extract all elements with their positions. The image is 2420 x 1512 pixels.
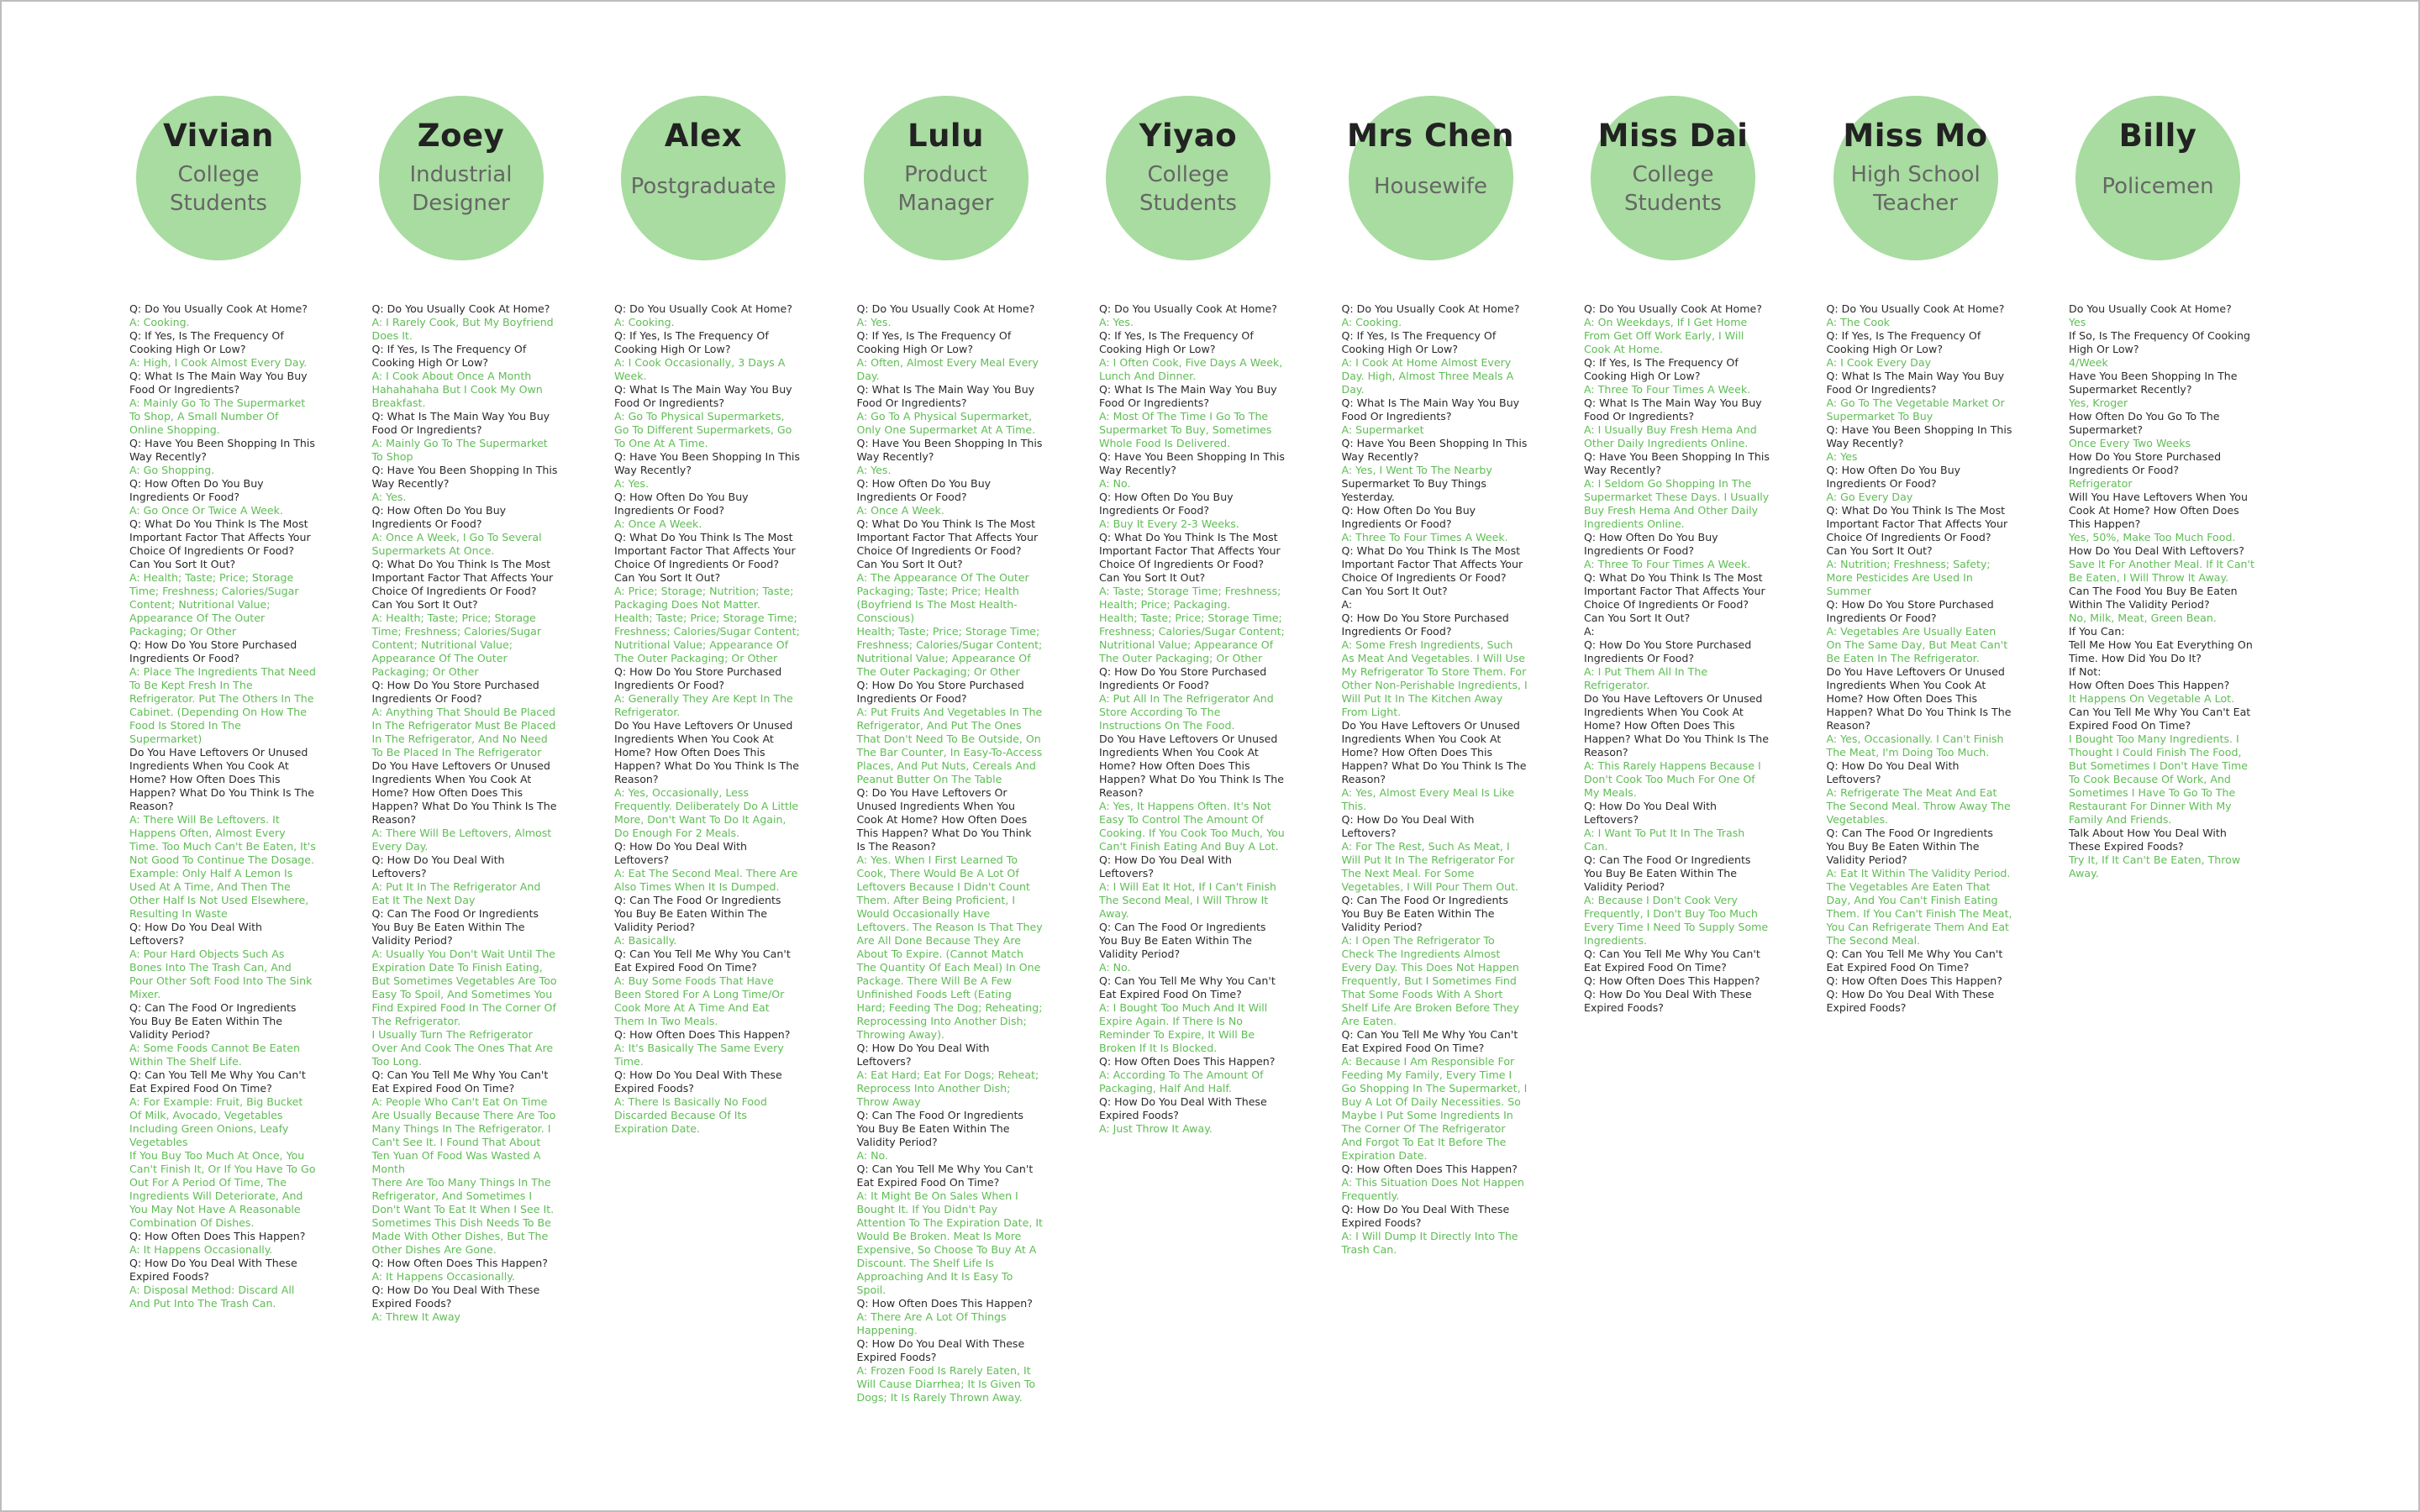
persona-name: Alex bbox=[664, 118, 743, 154]
question-text: Q: If Yes, Is The Frequency Of Cooking High Or Low? bbox=[1341, 329, 1497, 355]
interview-transcript bbox=[1827, 302, 2013, 1015]
question-text: Q: How Do You Deal With Leftovers? bbox=[371, 853, 505, 879]
answer-text: Health; Taste; Price; Storage Time; Freshness; Calories/Sugar Content; Nutritional Value; Appearance Of The Outer Packaging; Or Other bbox=[614, 612, 800, 664]
answer-text: A: Three To Four Times A Week. bbox=[1341, 531, 1508, 543]
question-text: If So, Is The Frequency Of Cooking High Or Low? bbox=[2069, 329, 2250, 355]
answer-text: A: I Cook Every Day bbox=[1826, 356, 1932, 369]
question-text: Q: How Do You Store Purchased Ingredients Or Food? bbox=[129, 638, 297, 664]
answer-text: A: Nutrition; Freshness; Safety; More Pesticides Are Used In Summer bbox=[1826, 558, 1991, 597]
persona-avatar bbox=[864, 96, 1028, 260]
question-text: Q: What Do You Think Is The Most Important Factor That Affects Your Choice Of Ingredients Or Food? Can You Sort It Out? bbox=[1099, 531, 1281, 584]
answer-text: A: Some Foods Cannot Be Eaten Within The Shelf Life. bbox=[129, 1042, 300, 1068]
question-text: How Do You Store Purchased Ingredients Or Food? bbox=[2069, 450, 2222, 476]
question-text: Q: If Yes, Is The Frequency Of Cooking High Or Low? bbox=[1584, 356, 1739, 382]
question-text: Can You Tell Me Why You Can't Eat Expired Food On Time? bbox=[2069, 706, 2251, 732]
question-text: Q: Have You Been Shopping In This Way Recently? bbox=[1341, 437, 1528, 463]
interview-transcript bbox=[1099, 302, 1286, 1136]
persona-name: Miss Dai bbox=[1597, 118, 1749, 154]
question-text: Q: How Do You Deal With These Expired Foods? bbox=[614, 1068, 782, 1095]
question-text: Q: What Do You Think Is The Most Important Factor That Affects Your Choice Of Ingredients Or Food? Can You Sort It Out? bbox=[371, 558, 554, 611]
question-text: Q: How Often Do You Buy Ingredients Or Food? bbox=[1584, 531, 1718, 557]
answer-text: A: Just Throw It Away. bbox=[1099, 1122, 1213, 1135]
answer-text: Try It, If It Can't Be Eaten, Throw Away. bbox=[2069, 853, 2241, 879]
question-text: Q: Do You Usually Cook At Home? bbox=[1099, 302, 1277, 315]
answer-text: A: Supermarket bbox=[1341, 423, 1424, 436]
persona-avatar bbox=[1349, 96, 1513, 260]
answer-text: A: Yes. bbox=[856, 464, 892, 476]
question-text: If You Can: bbox=[2069, 625, 2125, 638]
question-text: Q: If Yes, Is The Frequency Of Cooking High Or Low? bbox=[1826, 329, 1981, 355]
question-text: Do You Have Leftovers Or Unused Ingredients When You Cook At Home? How Often Does This Happen? What Do You Think Is The Reason? bbox=[614, 719, 799, 785]
persona-role: Product Manager bbox=[897, 162, 994, 216]
answer-text: Once Every Two Weeks bbox=[2069, 437, 2191, 449]
question-text: Talk About How You Deal With These Expired Foods? bbox=[2069, 827, 2227, 853]
persona-role: High School Teacher bbox=[1850, 162, 1981, 216]
question-text: Q: Have You Been Shopping In This Way Recently? bbox=[856, 437, 1043, 463]
question-text: A: bbox=[1341, 598, 1353, 611]
question-text: Q: Can You Tell Me Why You Can't Eat Expired Food On Time? bbox=[614, 948, 791, 974]
answer-text: A: Yes, It Happens Often. It's Not Easy To Control The Amount Of Cooking. If You Cook Too Much, You Can't Finish Eating And Buy A Lot. bbox=[1099, 800, 1285, 853]
answer-text: A: According To The Amount Of Packaging, Half And Half. bbox=[1099, 1068, 1264, 1095]
question-text: Q: Do You Usually Cook At Home? bbox=[1826, 302, 2005, 315]
answer-text: A: Yes. bbox=[856, 316, 892, 328]
question-text: Have You Been Shopping In The Supermarket Recently? bbox=[2069, 370, 2238, 396]
answer-text: A: It Happens Occasionally. bbox=[371, 1270, 515, 1283]
question-text: Q: Can The Food Or Ingredients You Buy Be Eaten Within The Validity Period? bbox=[371, 907, 539, 947]
question-text: Q: Can You Tell Me Why You Can't Eat Expired Food On Time? bbox=[1584, 948, 1760, 974]
answer-text: A: High, I Cook Almost Every Day. bbox=[129, 356, 308, 369]
answer-text: A: Go To Physical Supermarkets, Go To Different Supermarkets, Go To One At A Time. bbox=[614, 410, 792, 449]
persona-role: Housewife bbox=[1373, 174, 1488, 199]
persona-name: Mrs Chen bbox=[1347, 118, 1514, 154]
question-text: Q: Can The Food Or Ingredients You Buy Be Eaten Within The Validity Period? bbox=[856, 1109, 1023, 1148]
question-text: Q: How Often Do You Buy Ingredients Or Food? bbox=[129, 477, 264, 503]
answer-text: A: For The Rest, Such As Meat, I Will Put It In The Refrigerator For The Next Meal. For Some Vegetables, I Will Pour Them Out. bbox=[1341, 840, 1519, 893]
question-text: Q: If Yes, Is The Frequency Of Cooking High Or Low? bbox=[1099, 329, 1254, 355]
question-text: Q: Do You Usually Cook At Home? bbox=[856, 302, 1035, 315]
question-text: Q: How Do You Deal With Leftovers? bbox=[1826, 759, 1960, 785]
question-text: Q: What Is The Main Way You Buy Food Or Ingredients? bbox=[1099, 383, 1277, 409]
question-text: Q: Have You Been Shopping In This Way Recently? bbox=[371, 464, 558, 490]
question-text: Q: How Do You Deal With These Expired Foods? bbox=[129, 1257, 297, 1283]
question-text: Supermarket To Buy Things Yesterday. bbox=[1341, 477, 1486, 503]
answer-text: A: Cooking. bbox=[129, 316, 190, 328]
question-text: Q: How Do You Deal With Leftovers? bbox=[856, 1042, 990, 1068]
persona-avatar bbox=[1591, 96, 1755, 260]
question-text: Q: Can You Tell Me Why You Can't Eat Expired Food On Time? bbox=[1099, 974, 1276, 1000]
question-text: Q: How Do You Deal With These Expired Foods? bbox=[856, 1337, 1025, 1363]
question-text: Q: Do You Usually Cook At Home? bbox=[614, 302, 792, 315]
question-text: Q: Can You Tell Me Why You Can't Eat Expired Food On Time? bbox=[1341, 1028, 1518, 1054]
question-text: Q: How Often Does This Happen? bbox=[1099, 1055, 1276, 1068]
question-text: Q: How Do You Deal With Leftovers? bbox=[1584, 800, 1718, 826]
question-text: Q: Can The Food Or Ingredients You Buy Be Eaten Within The Validity Period? bbox=[1099, 921, 1266, 960]
answer-text: A: Put All In The Refrigerator And Store According To The Instructions On The Food. bbox=[1099, 692, 1274, 732]
interview-transcript bbox=[614, 302, 801, 1136]
question-text: Q: Do You Usually Cook At Home? bbox=[1341, 302, 1520, 315]
answer-text: A: Yes. bbox=[614, 477, 649, 490]
answer-text: A: Basically. bbox=[614, 934, 677, 947]
answer-text: A: Buy Some Foods That Have Been Stored For A Long Time/Or Cook More At A Time And Eat Them In Two Meals. bbox=[614, 974, 785, 1027]
persona-role: Postgraduate bbox=[630, 174, 776, 199]
persona-role: Industrial Designer bbox=[409, 162, 513, 216]
persona-avatar bbox=[1833, 96, 1998, 260]
question-text: How Often Do You Go To The Supermarket? bbox=[2069, 410, 2220, 436]
question-text: Q: How Often Do You Buy Ingredients Or Food? bbox=[371, 504, 507, 530]
persona-role: College Students bbox=[170, 162, 267, 216]
answer-text: A: This Rarely Happens Because I Don't Cook Too Much For One Of My Meals. bbox=[1584, 759, 1761, 799]
persona-name: Vivian bbox=[163, 118, 274, 154]
interview-transcript bbox=[1342, 302, 1528, 1257]
answer-text: A: Eat The Second Meal. There Are Also Times When It Is Dumped. bbox=[614, 867, 798, 893]
answer-text: Health; Taste; Price; Storage Time; Freshness; Calories/Sugar Content; Nutritional Value; Appearance Of The Outer Packaging; Or Other bbox=[856, 625, 1043, 678]
question-text: A: bbox=[1584, 625, 1595, 638]
question-text: Q: Can The Food Or Ingredients You Buy Be Eaten Within The Validity Period? bbox=[614, 894, 781, 933]
question-text: Q: Have You Been Shopping In This Way Recently? bbox=[1826, 423, 2012, 449]
answer-text: A: I Often Cook, Five Days A Week, Lunch And Dinner. bbox=[1099, 356, 1283, 382]
persona-name: Miss Mo bbox=[1843, 118, 1988, 154]
question-text: Q: How Do You Store Purchased Ingredients Or Food? bbox=[614, 665, 782, 691]
question-text: Q: How Do You Store Purchased Ingredients Or Food? bbox=[1826, 598, 1994, 624]
answer-text: 4/Week bbox=[2069, 356, 2108, 369]
question-text: Q: Do You Usually Cook At Home? bbox=[1584, 302, 1762, 315]
persona-role: College Students bbox=[1624, 162, 1722, 216]
question-text: Q: What Do You Think Is The Most Important Factor That Affects Your Choice Of Ingredients Or Food? Can You Sort It Out? bbox=[1584, 571, 1765, 624]
question-text: Q: How Do You Deal With These Expired Foods? bbox=[1099, 1095, 1267, 1121]
answer-text: A: There Are A Lot Of Things Happening. bbox=[856, 1310, 1007, 1336]
question-text: Q: How Often Does This Happen? bbox=[1341, 1163, 1518, 1175]
answer-text: A: Yes. When I First Learned To Cook, There Would Be A Lot Of Leftovers Because I Didn't Count Them. After Being Proficient, I Would Occasionally Have Leftovers. The Reason Is That They Are All Done Because They Are About To Expire. (Cannot Match The Quantity Of Each Meal) In One Package. There Will Be A Few Unfinished Foods Left (Eating Hard; Feeding The Dog; Reheating; Reprocessing Into Another Dish; Throwing Away). bbox=[856, 853, 1043, 1041]
answer-text: A: I Cook At Home Almost Every Day. High, Almost Three Meals A Day. bbox=[1341, 356, 1514, 396]
question-text: Do You Have Leftovers Or Unused Ingredients When You Cook At Home? How Often Does This Happen? What Do You Think Is The Reason? bbox=[1341, 719, 1527, 785]
answer-text: A: Put Fruits And Vegetables In The Refrigerator, And Put The Ones That Don't Need To Be Outside, On The Bar Counter, In Easy-To-Access Places, And Put Nuts, Cereals And Peanut Butter On The Table bbox=[856, 706, 1043, 785]
answer-text: A: Once A Week, I Go To Several Supermarkets At Once. bbox=[371, 531, 542, 557]
answer-text: A: Three To Four Times A Week. bbox=[1584, 558, 1751, 570]
question-text: Q: How Do You Store Purchased Ingredients Or Food? bbox=[856, 679, 1024, 705]
persona-name: Zoey bbox=[417, 118, 505, 154]
answer-text: A: Some Fresh Ingredients, Such As Meat And Vegetables. I Will Use My Refrigerator To Store Them. For Other Non-Perishable Ingredients, I Will Put It In The Kitchen Away From Light. bbox=[1341, 638, 1528, 718]
question-text: Q: How Do You Deal With These Expired Foods? bbox=[371, 1284, 540, 1310]
question-text: Q: What Do You Think Is The Most Important Factor That Affects Your Choice Of Ingredients Or Food? Can You Sort It Out? bbox=[614, 531, 796, 584]
question-text: Q: Can You Tell Me Why You Can't Eat Expired Food On Time? bbox=[1826, 948, 2003, 974]
answer-text: A: Eat It Within The Validity Period. The Vegetables Are Eaten That Day, And You Can't Finish Eating Them. If You Can't Finish The Meat, You Can Refrigerate Them And Eat The Second Meal. bbox=[1826, 867, 2012, 947]
question-text: Q: Have You Been Shopping In This Way Recently? bbox=[614, 450, 800, 476]
question-text: Q: How Do You Deal With These Expired Foods? bbox=[1826, 988, 1995, 1014]
question-text: Q: Can The Food Or Ingredients You Buy Be Eaten Within The Validity Period? bbox=[1341, 894, 1508, 933]
answer-text: A: Yes, Occasionally. I Can't Finish The Meat, I'm Doing Too Much. bbox=[1826, 732, 2004, 759]
answer-text: Health; Taste; Price; Storage Time; Freshness; Calories/Sugar Content; Nutritional Value; Appearance Of The Outer Packaging; Or Other bbox=[1099, 612, 1285, 664]
answer-text: A: Go Once Or Twice A Week. bbox=[129, 504, 283, 517]
answer-text: A: Place The Ingredients That Need To Be Kept Fresh In The Refrigerator. Put The Others In The Cabinet. (Depending On How The Food Is Stored In The Supermarket) bbox=[129, 665, 316, 745]
interview-transcript bbox=[857, 302, 1044, 1404]
question-text: How Often Does This Happen? bbox=[2069, 679, 2230, 691]
answer-text: A: Mainly Go To The Supermarket To Shop bbox=[371, 437, 548, 463]
answer-text: Yes, 50%, Make Too Much Food. bbox=[2069, 531, 2236, 543]
interview-transcript bbox=[2069, 302, 2255, 880]
answer-text: Example: Only Half A Lemon Is Used At A Time, And Then The Other Half Is Not Used Elsewhere, Resulting In Waste bbox=[129, 867, 309, 920]
interview-transcript bbox=[129, 302, 316, 1310]
answer-text: A: Yes. bbox=[1099, 316, 1134, 328]
question-text: Do You Have Leftovers Or Unused Ingredients When You Cook At Home? How Often Does This Happen? What Do You Think Is The Reason? bbox=[371, 759, 557, 826]
answer-text: A: Price; Storage; Nutrition; Taste; Packaging Does Not Matter. bbox=[614, 585, 794, 611]
answer-text: A: Refrigerate The Meat And Eat The Second Meal. Throw Away The Vegetables. bbox=[1826, 786, 2011, 826]
answer-text: A: Cooking. bbox=[1341, 316, 1402, 328]
question-text: Q: If Yes, Is The Frequency Of Cooking High Or Low? bbox=[371, 343, 527, 369]
answer-text: A: Anything That Should Be Placed In The Refrigerator Must Be Placed In The Refrigerator, And No Need To Be Placed In The Refrigerator bbox=[371, 706, 556, 759]
persona-role: Policemen bbox=[2102, 174, 2214, 199]
answer-text: A: Pour Hard Objects Such As Bones Into The Trash Can, And Pour Other Soft Food Into The Sink Mixer. bbox=[129, 948, 313, 1000]
answer-text: There Are Too Many Things In The Refrigerator, And Sometimes I Don't Want To Eat It When I See It. Sometimes This Dish Needs To Be Made With Other Dishes, But The Other Dishes Are Gone. bbox=[371, 1176, 555, 1256]
answer-text: A: Cooking. bbox=[614, 316, 675, 328]
question-text: Q: Can You Tell Me Why You Can't Eat Expired Food On Time? bbox=[371, 1068, 549, 1095]
persona-name: Lulu bbox=[908, 118, 984, 154]
answer-text: I Usually Turn The Refrigerator Over And Cook The Ones That Are Too Long. bbox=[371, 1028, 554, 1068]
answer-text: If You Buy Too Much At Once, You Can't Finish It, Or If You Have To Go Out For A Period Of Time, The Ingredients Will Deteriorate, And You May Not Have A Reasonable Combination Of Dishes. bbox=[129, 1149, 316, 1229]
question-text: Q: How Often Does This Happen? bbox=[856, 1297, 1033, 1310]
answer-text: A: Usually You Don't Wait Until The Expiration Date To Finish Eating, But Sometimes Vegetables Are Too Easy To Spoil, And Sometimes You Find Expired Food In The Corner Of The Refrigerator. bbox=[371, 948, 557, 1027]
answer-text: A: I Will Eat It Hot, If I Can't Finish The Second Meal, I Will Throw It Away. bbox=[1099, 880, 1277, 920]
answer-text: A: Disposal Method: Discard All And Put Into The Trash Can. bbox=[129, 1284, 295, 1310]
question-text: Q: What Do You Think Is The Most Important Factor That Affects Your Choice Of Ingredients Or Food? Can You Sort It Out? bbox=[856, 517, 1039, 570]
question-text: Q: Can The Food Or Ingredients You Buy Be Eaten Within The Validity Period? bbox=[1826, 827, 1993, 866]
question-text: Q: What Do You Think Is The Most Important Factor That Affects Your Choice Of Ingredients Or Food? Can You Sort It Out? bbox=[1826, 504, 2008, 557]
answer-text: A: Threw It Away bbox=[371, 1310, 460, 1323]
persona-avatar bbox=[2075, 96, 2240, 260]
answer-text: Yes, Kroger bbox=[2069, 396, 2128, 409]
question-text: Q: Can The Food Or Ingredients You Buy Be Eaten Within The Validity Period? bbox=[129, 1001, 297, 1041]
answer-text: A: Yes. bbox=[371, 491, 407, 503]
question-text: Tell Me How You Eat Everything On Time. How Did You Do It? bbox=[2069, 638, 2253, 664]
answer-text: A: Eat Hard; Eat For Dogs; Reheat; Reprocess Into Another Dish; Throw Away bbox=[856, 1068, 1039, 1108]
answer-text: A: Three To Four Times A Week. bbox=[1584, 383, 1751, 396]
answer-text: A: There Will Be Leftovers, Almost Every Day. bbox=[371, 827, 552, 853]
answer-text: It Happens On Vegetable A Lot. bbox=[2069, 692, 2235, 705]
question-text: Q: How Often Does This Happen? bbox=[614, 1028, 791, 1041]
answer-text: A: Health; Taste; Price; Storage Time; Freshness; Calories/Sugar Content; Nutritional Value; Appearance Of The Outer Packaging; Or Other bbox=[129, 571, 299, 638]
answer-text: A: I Seldom Go Shopping In The Supermarket These Days. I Usually Buy Fresh Hema And Other Daily Ingredients Online. bbox=[1584, 477, 1770, 530]
question-text: Q: How Do You Deal With These Expired Foods? bbox=[1341, 1203, 1510, 1229]
question-text: Q: What Is The Main Way You Buy Food Or Ingredients? bbox=[1341, 396, 1520, 423]
question-text: Q: If Yes, Is The Frequency Of Cooking High Or Low? bbox=[614, 329, 769, 355]
question-text: Q: Do You Usually Cook At Home? bbox=[371, 302, 550, 315]
answer-text: A: It Might Be On Sales When I Bought It. If You Didn't Pay Attention To The Expiration Date, It Would Be Broken. Meat Is More Expensive, So Choose To Buy At A Discount. The Shelf Life Is Approaching And It Is Easy To Spoil. bbox=[856, 1189, 1043, 1296]
question-text: Q: How Do You Deal With Leftovers? bbox=[614, 840, 748, 866]
question-text: Q: Have You Been Shopping In This Way Recently? bbox=[129, 437, 315, 463]
persona-board bbox=[2, 2, 2418, 1510]
persona-avatar bbox=[136, 96, 301, 260]
question-text: Q: What Is The Main Way You Buy Food Or Ingredients? bbox=[1584, 396, 1762, 423]
answer-text: I Bought Too Many Ingredients. I Thought I Could Finish The Food, But Sometimes I Don't Have Time To Cook Because Of Work, And Sometimes I Have To Go To The Restaurant For Dinner With My Family And Friends. bbox=[2069, 732, 2249, 826]
answer-text: A: Put It In The Refrigerator And Eat It The Next Day bbox=[371, 880, 541, 906]
answer-text: A: Because I Don't Cook Very Frequently, I Don't Buy Too Much Every Time I Need To Supply Some Ingredients. bbox=[1584, 894, 1769, 947]
answer-text: A: There Will Be Leftovers. It Happens Often, Almost Every Time. Too Much Can't Be Eaten, It's Not Good To Continue The Dosage. bbox=[129, 813, 316, 866]
answer-text: A: Yes, Almost Every Meal Is Like This. bbox=[1341, 786, 1515, 812]
answer-text: A: I Want To Put It In The Trash Can. bbox=[1584, 827, 1745, 853]
question-text: Q: Have You Been Shopping In This Way Recently? bbox=[1584, 450, 1770, 476]
answer-text: A: I Put Them All In The Refrigerator. bbox=[1584, 665, 1708, 691]
answer-text: A: No. bbox=[1099, 961, 1131, 974]
answer-text: Refrigerator bbox=[2069, 477, 2133, 490]
question-text: If Not: bbox=[2069, 665, 2102, 678]
persona-avatar bbox=[379, 96, 544, 260]
answer-text: A: I Bought Too Much And It Will Expire Again. If There Is No Reminder To Expire, It Will Be Broken If It Is Blocked. bbox=[1099, 1001, 1268, 1054]
question-text: Q: Can The Food Or Ingredients You Buy Be Eaten Within The Validity Period? bbox=[1584, 853, 1751, 893]
answer-text: A: The Appearance Of The Outer Packaging; Taste; Price; Health (Boyfriend Is The Most Health-Conscious) bbox=[856, 571, 1029, 624]
answer-text: A: Once A Week. bbox=[856, 504, 944, 517]
question-text: Do You Have Leftovers Or Unused Ingredients When You Cook At Home? How Often Does This Happen? What Do You Think Is The Reason? bbox=[1584, 692, 1769, 759]
question-text: Q: How Often Do You Buy Ingredients Or Food? bbox=[1099, 491, 1234, 517]
question-text: Q: If Yes, Is The Frequency Of Cooking High Or Low? bbox=[129, 329, 284, 355]
answer-text: A: Taste; Storage Time; Freshness; Health; Price; Packaging. bbox=[1099, 585, 1281, 611]
question-text: Q: Have You Been Shopping In This Way Recently? bbox=[1099, 450, 1285, 476]
answer-text: A: Go To The Vegetable Market Or Supermarket To Buy bbox=[1826, 396, 2005, 423]
interview-transcript bbox=[372, 302, 559, 1324]
question-text: Q: How Do You Deal With Leftovers? bbox=[1341, 813, 1475, 839]
answer-text: No, Milk, Meat, Green Bean. bbox=[2069, 612, 2217, 624]
answer-text: A: For Example: Fruit, Big Bucket Of Milk, Avocado, Vegetables Including Green Onions, Leafy Vegetables bbox=[129, 1095, 303, 1148]
answer-text: A: Go Shopping. bbox=[129, 464, 215, 476]
answer-text: Save It For Another Meal. If It Can't Be Eaten, I Will Throw It Away. bbox=[2069, 558, 2254, 584]
question-text: Q: How Do You Store Purchased Ingredients Or Food? bbox=[1099, 665, 1267, 691]
question-text: Q: How Do You Store Purchased Ingredients Or Food? bbox=[1584, 638, 1752, 664]
question-text: Q: What Is The Main Way You Buy Food Or Ingredients? bbox=[614, 383, 792, 409]
question-text: Can The Food You Buy Be Eaten Within The Validity Period? bbox=[2069, 585, 2238, 611]
question-text: Q: How Often Do You Buy Ingredients Or Food? bbox=[1826, 464, 1961, 490]
question-text: Will You Have Leftovers When You Cook At Home? How Often Does This Happen? bbox=[2069, 491, 2248, 530]
answer-text: A: There Is Basically No Food Discarded Because Of Its Expiration Date. bbox=[614, 1095, 767, 1135]
question-text: Q: How Do You Store Purchased Ingredients Or Food? bbox=[371, 679, 539, 705]
question-text: Q: How Often Does This Happen? bbox=[1584, 974, 1760, 987]
answer-text: A: People Who Can't Eat On Time Are Usually Because There Are Too Many Things In The Refrigerator. I Can't See It. I Found That About Ten Yuan Of Food Was Wasted A Month bbox=[371, 1095, 556, 1175]
answer-text: A: Vegetables Are Usually Eaten On The Same Day, But Meat Can't Be Eaten In The Refrigerator. bbox=[1826, 625, 2008, 664]
answer-text: A: Often, Almost Every Meal Every Day. bbox=[856, 356, 1039, 382]
answer-text: A: I Usually Buy Fresh Hema And Other Daily Ingredients Online. bbox=[1584, 423, 1757, 449]
answer-text: Yes bbox=[2069, 316, 2086, 328]
answer-text: A: This Situation Does Not Happen Frequently. bbox=[1341, 1176, 1524, 1202]
question-text: Q: How Often Do You Buy Ingredients Or Food? bbox=[856, 477, 992, 503]
answer-text: A: Yes bbox=[1826, 450, 1858, 463]
answer-text: A: No. bbox=[856, 1149, 889, 1162]
question-text: Q: How Often Does This Happen? bbox=[1826, 974, 2002, 987]
question-text: Q: Do You Have Leftovers Or Unused Ingredients When You Cook At Home? How Often Does This Happen? What Do You Think Is The Reason? bbox=[856, 786, 1032, 853]
question-text: Q: Do You Usually Cook At Home? bbox=[129, 302, 308, 315]
answer-text: A: Most Of The Time I Go To The Supermarket To Buy, Sometimes Whole Food Is Delivered. bbox=[1099, 410, 1272, 449]
answer-text: A: No. bbox=[1099, 477, 1131, 490]
persona-name: Billy bbox=[2118, 118, 2197, 154]
persona-name: Yiyao bbox=[1139, 118, 1238, 154]
answer-text: A: Health; Taste; Price; Storage Time; Freshness; Calories/Sugar Content; Nutritional Value; Appearance Of The Outer Packaging; Or Other bbox=[371, 612, 541, 678]
question-text: Q: If Yes, Is The Frequency Of Cooking High Or Low? bbox=[856, 329, 1012, 355]
question-text: How Do You Deal With Leftovers? bbox=[2069, 544, 2244, 557]
answer-text: A: Yes, I Went To The Nearby bbox=[1341, 464, 1492, 476]
answer-text: A: Buy It Every 2-3 Weeks. bbox=[1099, 517, 1239, 530]
question-text: Q: What Do You Think Is The Most Important Factor That Affects Your Choice Of Ingredients Or Food? Can You Sort It Out? bbox=[1341, 544, 1523, 597]
question-text: Q: How Often Do You Buy Ingredients Or Food? bbox=[614, 491, 749, 517]
question-text: Do You Have Leftovers Or Unused Ingredients When You Cook At Home? How Often Does This Happen? What Do You Think Is The Reason? bbox=[1826, 665, 2012, 732]
persona-avatar bbox=[621, 96, 786, 260]
answer-text: A: On Weekdays, If I Get Home From Get Off Work Early, I Will Cook At Home. bbox=[1584, 316, 1748, 355]
question-text: Q: What Do You Think Is The Most Important Factor That Affects Your Choice Of Ingredients Or Food? Can You Sort It Out? bbox=[129, 517, 311, 570]
answer-text: A: Go Every Day bbox=[1826, 491, 1913, 503]
answer-text: A: Because I Am Responsible For Feeding My Family, Every Time I Go Shopping In The Supermarket, I Buy A Lot Of Daily Necessities. So Maybe I Put Some Ingredients In The Corner Of The Refrigerator And Forgot To Eat It Before The Expiration Date. bbox=[1341, 1055, 1528, 1162]
question-text: Q: What Is The Main Way You Buy Food Or Ingredients? bbox=[856, 383, 1035, 409]
question-text: Do You Have Leftovers Or Unused Ingredients When You Cook At Home? How Often Does This Happen? What Do You Think Is The Reason? bbox=[1099, 732, 1284, 799]
question-text: Q: How Do You Store Purchased Ingredients Or Food? bbox=[1341, 612, 1509, 638]
question-text: Q: How Often Does This Happen? bbox=[129, 1230, 306, 1242]
question-text: Q: What Is The Main Way You Buy Food Or Ingredients? bbox=[1826, 370, 2005, 396]
answer-text: A: Once A Week. bbox=[614, 517, 702, 530]
answer-text: A: I Cook About Once A Month Hahahahaha But I Cook My Own Breakfast. bbox=[371, 370, 543, 409]
answer-text: A: Yes, Occasionally, Less Frequently. Deliberately Do A Little More, Don't Want To Do It Again, Do Enough For 2 Meals. bbox=[614, 786, 799, 839]
question-text: Q: What Is The Main Way You Buy Food Or Ingredients? bbox=[371, 410, 550, 436]
question-text: Q: How Do You Deal With Leftovers? bbox=[1099, 853, 1233, 879]
answer-text: A: I Will Dump It Directly Into The Trash Can. bbox=[1341, 1230, 1518, 1256]
answer-text: A: I Rarely Cook, But My Boyfriend Does It. bbox=[371, 316, 554, 342]
question-text: Do You Have Leftovers Or Unused Ingredients When You Cook At Home? How Often Does This Happen? What Do You Think Is The Reason? bbox=[129, 746, 314, 812]
answer-text: A: I Cook Occasionally, 3 Days A Week. bbox=[614, 356, 786, 382]
answer-text: A: Generally They Are Kept In The Refrigerator. bbox=[614, 692, 793, 718]
question-text: Q: How Often Does This Happen? bbox=[371, 1257, 548, 1269]
question-text: Q: Can You Tell Me Why You Can't Eat Expired Food On Time? bbox=[856, 1163, 1034, 1189]
question-text: Q: How Do You Deal With Leftovers? bbox=[129, 921, 263, 947]
answer-text: A: Frozen Food Is Rarely Eaten, It Will Cause Diarrhea; It Is Given To Dogs; It Is Rarely Thrown Away. bbox=[856, 1364, 1036, 1404]
answer-text: A: Mainly Go To The Supermarket To Shop, A Small Number Of Online Shopping. bbox=[129, 396, 306, 436]
question-text: Q: How Often Do You Buy Ingredients Or Food? bbox=[1341, 504, 1476, 530]
interview-transcript bbox=[1584, 302, 1770, 1015]
answer-text: A: The Cook bbox=[1826, 316, 1891, 328]
question-text: Q: Can You Tell Me Why You Can't Eat Expired Food On Time? bbox=[129, 1068, 306, 1095]
persona-role: College Students bbox=[1139, 162, 1237, 216]
question-text: Q: How Do You Deal With These Expired Foods? bbox=[1584, 988, 1752, 1014]
answer-text: A: I Open The Refrigerator To Check The Ingredients Almost Every Day. This Does Not Happen Frequently, But I Sometimes Find That Some Foods With A Short Shelf Life Are Broken Before They Are Eaten. bbox=[1341, 934, 1520, 1027]
question-text: Q: What Is The Main Way You Buy Food Or Ingredients? bbox=[129, 370, 308, 396]
question-text: Do You Usually Cook At Home? bbox=[2069, 302, 2232, 315]
answer-text: A: It Happens Occasionally. bbox=[129, 1243, 273, 1256]
answer-text: A: It's Basically The Same Every Time. bbox=[614, 1042, 784, 1068]
persona-avatar bbox=[1106, 96, 1270, 260]
answer-text: A: Go To A Physical Supermarket, Only One Supermarket At A Time. bbox=[856, 410, 1036, 436]
